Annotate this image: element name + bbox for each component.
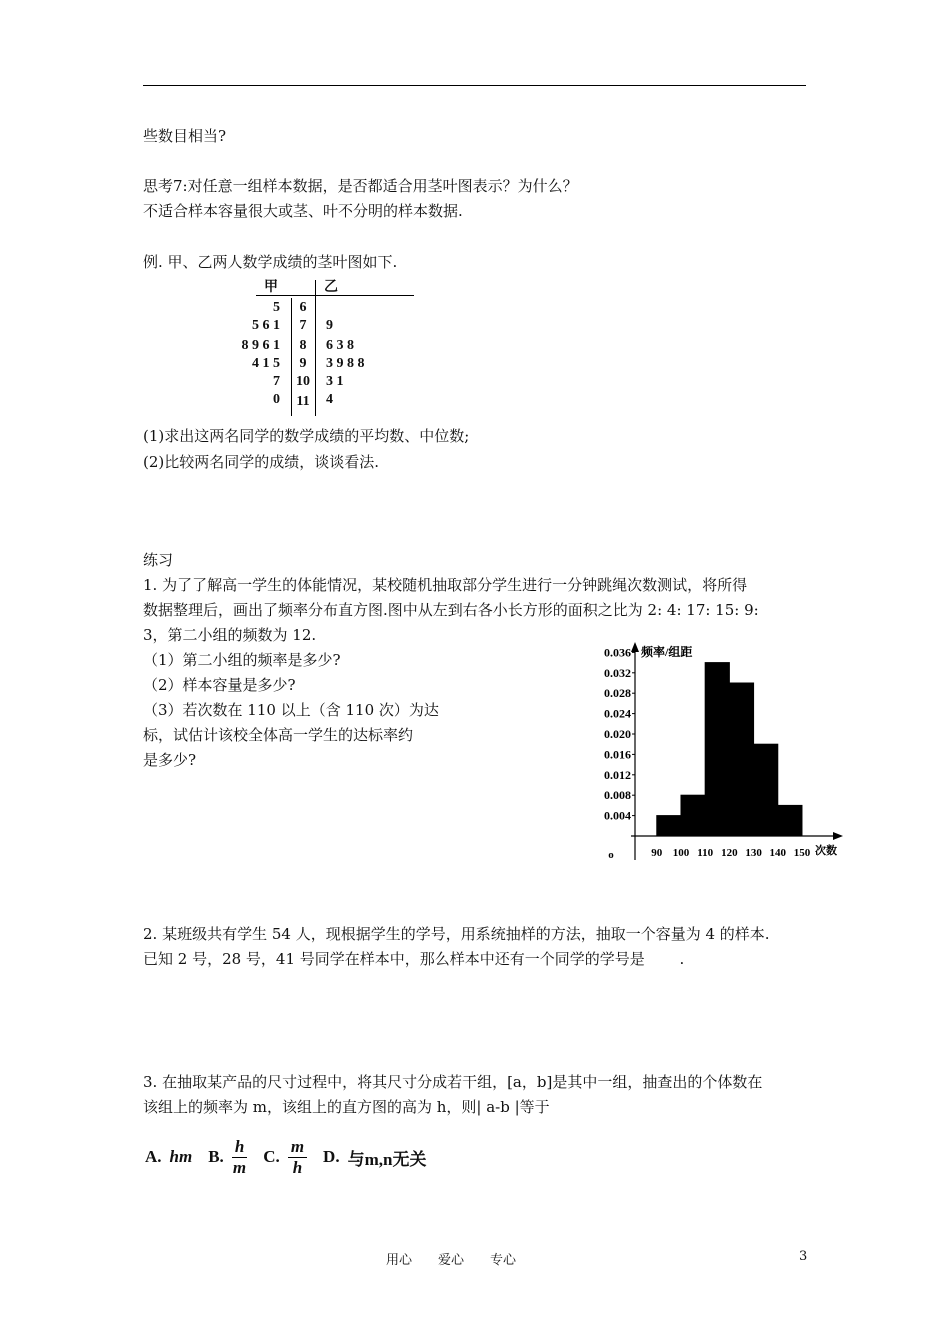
- x-tick-label: 120: [721, 847, 738, 859]
- origin-label: o: [608, 849, 614, 861]
- choice-a-value: hm: [169, 1147, 193, 1166]
- stem-leaf-left-row: 4 1 5: [252, 356, 280, 371]
- stem-leaf-header-right: 乙: [324, 280, 338, 295]
- problem3-line1: 3. 在抽取某产品的尺寸过程中，将其尺寸分成若干组，[a，b]是其中一组，抽查出的个体数在: [143, 1073, 763, 1091]
- page-number: 3: [799, 1249, 808, 1264]
- stem-leaf-header-rule: [256, 295, 414, 296]
- x-tick-label: 150: [793, 847, 811, 859]
- y-axis-title: 频率/组距: [641, 645, 693, 659]
- think7-question: 思考7:对任意一组样本数据，是否都适合用茎叶图表示？为什么？: [143, 177, 578, 195]
- choice-c-numerator: m: [288, 1137, 307, 1158]
- problem1-sub2: （2）样本容量是多少?: [143, 676, 296, 694]
- choice-a-label: A.: [145, 1147, 162, 1166]
- problem1-sub3-b: 标，试估计该校全体高一学生的达标率约: [143, 726, 414, 744]
- practice-heading: 练习: [143, 551, 174, 569]
- histogram-bar: [705, 663, 729, 836]
- choice-c-fraction: [288, 1137, 307, 1178]
- x-tick-label: 140: [769, 847, 787, 859]
- example-question-2: (2)比较两名同学的成绩，谈谈看法.: [143, 453, 380, 471]
- x-tick-label: 110: [697, 847, 714, 859]
- histogram-bar: [729, 683, 753, 836]
- example-question-1: (1)求出这两名同学的数学成绩的平均数、中位数;: [143, 427, 470, 445]
- stem-leaf-stem-row: 6: [299, 300, 307, 315]
- stem-leaf-left-row: 7: [273, 374, 280, 389]
- header-rule: [143, 85, 806, 86]
- stem-leaf-left-row: 8 9 6 1: [241, 338, 280, 353]
- stem-leaf-left-row: 0: [273, 392, 280, 407]
- y-tick-label: 0.024: [604, 706, 631, 721]
- choice-d-value: 与m,n无关: [347, 1149, 427, 1169]
- x-tick-label: 90: [651, 847, 663, 859]
- problem1-line1: 1. 为了了解高一学生的体能情况，某校随机抽取部分学生进行一分钟跳绳次数测试，将所得: [143, 576, 748, 594]
- stem-leaf-stem-row: 7: [299, 318, 307, 333]
- intro-tail: 些数目相当?: [143, 127, 227, 145]
- histogram-bar: [681, 795, 705, 836]
- histogram-bar: [754, 744, 778, 836]
- stem-leaf-stem-row: 9: [299, 356, 307, 371]
- problem1-line3: 3，第二小组的频数为 12.: [143, 626, 317, 644]
- stem-leaf-header-left: 甲: [264, 280, 278, 295]
- problem2-line1: 2. 某班级共有学生 54 人，现根据学生的学号，用系统抽样的方法，抽取一个容量为 4 的样本.: [143, 925, 770, 943]
- histogram-bar: [657, 816, 681, 836]
- choice-b-numerator: h: [232, 1137, 247, 1158]
- choice-b-fraction: [232, 1137, 247, 1178]
- x-axis-title: 次数: [815, 845, 837, 857]
- y-tick-label: 0.036: [604, 645, 631, 660]
- problem3-line2: 该组上的频率为 m，该组上的直方图的高为 h，则| a-b |等于: [143, 1098, 550, 1116]
- y-tick-label: 0.032: [604, 665, 631, 680]
- problem3-choices: [145, 1134, 426, 1180]
- y-tick-label: 0.028: [604, 686, 631, 701]
- choice-d-label: D.: [323, 1147, 340, 1166]
- stem-leaf-right-row: 3 9 8 8: [326, 356, 365, 371]
- y-axis-arrow-icon: [631, 642, 639, 652]
- problem1-sub3-c: 是多少?: [143, 751, 197, 769]
- x-axis-arrow-icon: [833, 832, 843, 840]
- y-tick-label: 0.012: [604, 767, 631, 782]
- stem-leaf-right-row: 4: [326, 392, 333, 407]
- problem2-line2: 已知 2 号，28 号，41 号同学在样本中，那么样本中还有一个同学的学号是 .: [143, 950, 685, 968]
- stem-leaf-right-row: 6 3 8: [326, 338, 354, 353]
- problem1-line2: 数据整理后，画出了频率分布直方图.图中从左到右各小长方形的面积之比为 2: 4: 17: 15: 9:: [143, 601, 759, 619]
- stem-leaf-stem-row: 10: [296, 374, 310, 389]
- choice-c-label: C.: [263, 1147, 280, 1166]
- stem-leaf-right-row: 3 1: [326, 374, 344, 389]
- y-tick-label: 0.008: [604, 788, 631, 803]
- stem-leaf-right-row: 9: [326, 318, 333, 333]
- problem1-sub1: （1）第二小组的频率是多少?: [143, 651, 341, 669]
- footer-motto: 用心 爱心 专心: [386, 1253, 517, 1268]
- y-tick-label: 0.004: [604, 808, 631, 823]
- frequency-histogram: [585, 640, 850, 870]
- x-tick-label: 130: [745, 847, 762, 859]
- stem-leaf-stem-row: 11: [296, 394, 310, 409]
- choice-b-denominator: m: [232, 1157, 247, 1177]
- choice-c-denominator: h: [292, 1157, 303, 1177]
- y-tick-label: 0.020: [604, 727, 631, 741]
- x-tick-label: 100: [672, 847, 690, 859]
- problem1-sub3-a: （3）若次数在 110 以上（含 110 次）为达: [143, 701, 439, 719]
- stem-leaf-diagram: [160, 272, 430, 422]
- stem-leaf-left-row: 5: [273, 300, 280, 315]
- choice-b-label: B.: [208, 1147, 224, 1166]
- y-tick-label: 0.016: [604, 747, 631, 762]
- example-title: 例. 甲、乙两人数学成绩的茎叶图如下.: [143, 253, 398, 271]
- stem-leaf-left-row: 5 6 1: [252, 318, 280, 333]
- histogram-bar: [778, 805, 802, 836]
- stem-leaf-stem-row: 8: [299, 338, 307, 353]
- think7-answer: 不适合样本容量很大或茎、叶不分明的样本数据.: [143, 202, 463, 220]
